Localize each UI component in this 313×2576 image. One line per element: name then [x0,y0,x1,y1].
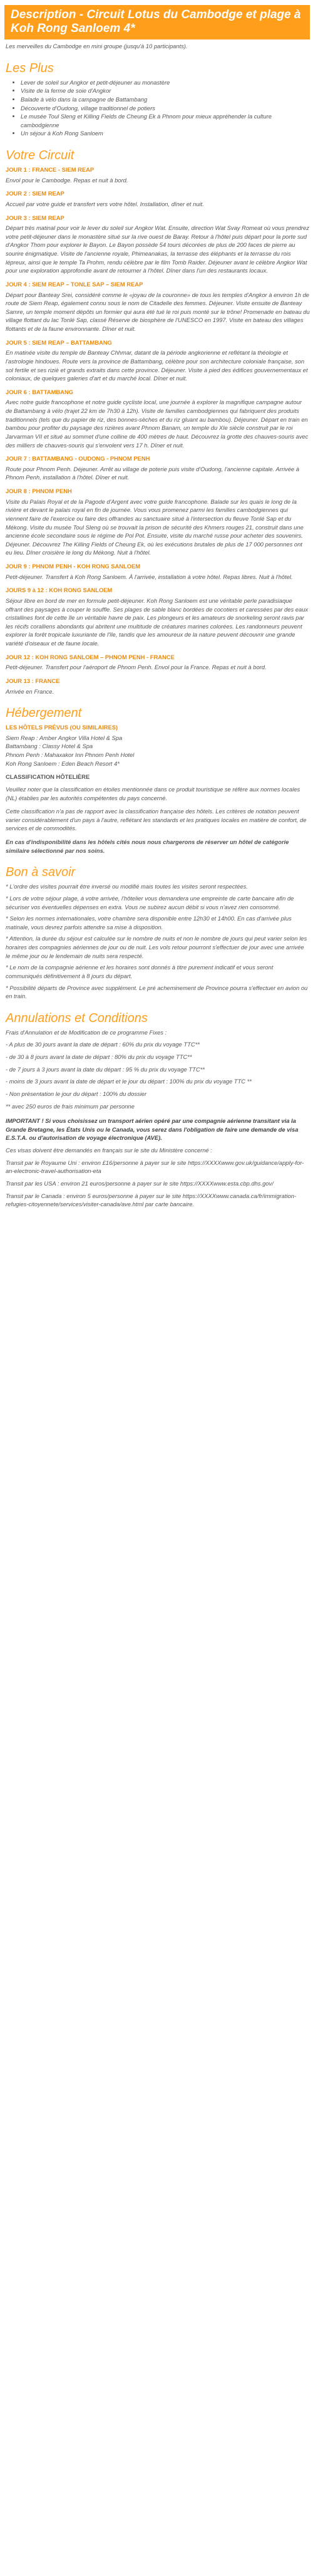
list-item: - de 7 jours à 3 jours avant la date du départ : 95 % du prix du voyage TTC** [6,1065,205,1073]
day-block [6,280,310,333]
list-item: • Balade à vélo dans la campagne de Battambang [21,95,310,104]
list-item: Koh Rong Sanloem : Eden Beach Resort 4* [6,759,120,767]
day-body: Visite du Palais Royal et de la Pagode d'Argent avec votre guide francophone. Balade sur les quais le long de la rivière et devant le palais royal en fin de journée. Vous vous promenez parmi les familles cambodgiennes qui viennent faire de l'exercice ou faire des offrandes au sanctuaire situé à l'intersection du fleuve Tonlé Sap et du Mékong. Visite du musée Toul Sleng où se trouvait la prison de sécurité des Khmers rouges 21, construit dans une ancienne école secondaire sous le régime de Pol Pot. Ensuite, visite du marché russe pour acheter des souvenirs. Déjeuner. Découvrez The Killing Fields of Cheung Ek, où les exécutions brutales de plus de 17 000 personnes ont eu lieu. Dîner croisière le long du Mékong. Nuit à l'hôtel. [6,498,304,556]
annulations-heading: Annulations et Conditions [6,1011,148,1025]
classification-note-bold: En cas d'indisponibilité dans les hôtels cités nous nous chargerons de réserver un hôtel de catégorie similaire sélectionné par nos soins. [6,838,289,854]
important-notice [6,1117,310,1142]
circuit-heading: Votre Circuit [6,149,74,162]
day-title: JOUR 2 : SIEM REAP [6,190,64,197]
day-body: Accueil par votre guide et transfert vers votre hôtel. Installation, dîner et nuit. [6,200,204,207]
day-block [6,454,310,482]
day-block [6,677,310,696]
important-notice-text: IMPORTANT ! Si vous choisissez un transport aérien opéré par une compagnie aérienne transitant via la Grande Bretagne, les États Unis ou le Canada, vous serez dans l'obligation de faire une demande de visa E.S.T.A. ou d'autorisation de voyage électronique (AVE). [6,1117,299,1142]
list-item: • Un séjour à Koh Rong Sanloem [21,129,310,138]
day-block [6,562,310,581]
list-item: * Lors de votre séjour plage, à votre arrivée, l'hôtelier vous demandera une empreinte de carte bancaire afin de sécuriser vos éventuelles dépenses en extra. Vous ne subirez aucun débit si vous n'avez rien consommé. [6,894,294,910]
day-title: JOUR 9 : PHNOM PENH - KOH RONG SANLOEM [6,563,141,570]
list-item: * Le nom de la compagnie aérienne et les horaires sont donnés à titre purement indicatif et vous seront communiqués définitivement à 8 jours du départ. [6,964,274,979]
list-item: • Lever de soleil sur Angkor et petit-déjeuner au monastère [21,78,310,87]
day-body: Arrivée en France. [6,687,54,695]
list-item: • Découverte d'Oudong, village traditionnel de potiers [21,104,310,113]
list-item: * L'ordre des visites pourrait être inversé ou modifié mais toutes les visites seront respectées. [6,883,248,890]
day-block [6,338,310,383]
list-item: • Le musée Toul Sleng et Killing Fields de Cheung Ek à Phnom pour mieux appréhender la culture cambodgienne [21,112,310,129]
classification-note [6,838,310,855]
day-body: Route pour Phnom Penh. Déjeuner. Arrêt au village de poterie puis visite d'Oudong, l'ancienne capitale. Arrivée à Phnom Penh, installation à l'hôtel. Dîner et nuit. [6,465,299,481]
list-item: ** avec 250 euros de frais minimum par personne [6,1102,135,1110]
day-body: En matinée visite du temple de Banteay Chhmar, datant de la période angkorienne et reflétant la théologie et l'astrologie hindoues. Route vers la province de Battambang, célèbre pour son architecture coloniale française, son sol fertile et ses riziè et grands extraits dans cette province. Déjeuner. Visite à pied des édifices gouvernementaux et coloniaux, de quelques galeries d'art et du marché local. Dîner et nuit. [6,349,308,382]
day-title: JOUR 7 : BATTAMBANG - OUDONG - PHNOM PENH [6,455,150,462]
list-item: - Non présentation le jour du départ : 100% du dossier [6,1090,147,1097]
day-body: Départ pour Banteay Srei, considéré comme le «joyau de la couronne» de tous les temples d'Angkor à environ 1h de route de Siem Reap, également connu sous le nom de Citadelle des femmes. Déjeuner. Visite ensuite de Banteay Samre, un temple moment dépôts un formier qui aura été tué le roi puis monté sur le trône! Promenade en bateau du village flottant du lac Tonlé Sap, classé Réserve de biosphère de l'UNESCO en 1997. Visite en bateau des villages flottants et de la faune environnante. Dîner et nuit. [6,291,310,332]
hebergement-heading: Hébergement [6,706,82,721]
day-body: Petit-déjeuner. Transfert à Koh Rong Sanloem. À l'arrivée, installation à votre hôtel. Repas libres. Nuit à l'hôtel. [6,573,293,580]
day-title: JOUR 12 : KOH RONG SANLOEM – PHNOM PENH - FRANCE [6,653,175,660]
day-body: Envol pour le Cambodge. Repas et nuit à bord. [6,176,128,184]
day-block [6,165,310,184]
hotels-list-title: LES HÔTELS PRÉVUS (OU SIMILAIRES) [6,724,118,731]
day-title: JOURS 9 à 12 : KOH RONG SANLOEM [6,587,113,594]
hotels-list [6,734,310,768]
list-item: - A plus de 30 jours avant la date de départ : 60% du prix du voyage TTC** [6,1041,200,1048]
day-body: Avec notre guide francophone et notre guide cycliste local, une journée à explorer la magnifique campagne autour de Battambang à vélo (trajet 22 km de 7h30 à 12h). Visite de familles cambodgiennes qui fabriquent des produits traditionnels (tels que du papier de riz, des bonnes-sèches et du riz gluant au bambou). Déjeuner. Départ en train en bambou pour profiter du paysage des rizières avant Phnom Banam, un temple du XIe siècle construit par le roi Jarvarman VII et situé au sommet d'une colline de 400 mètres de haut. Découvrez la grotte des chauves-souris avec des milliers de chauves-souris qui s'envolent vers 17 h. Dîner et nuit. [6,399,309,449]
day-block [6,214,310,275]
day-title: JOUR 1 : FRANCE - SIEM REAP [6,166,95,173]
list-item: Siem Reap : Amber Angkor Villa Hotel & Spa [6,734,123,741]
annulations-intro: Frais d'Annulation et de Modification de ce programme Fixes : [6,1028,167,1036]
day-block [6,388,310,449]
day-title: JOUR 3 : SIEM REAP [6,214,64,221]
list-item: Ces visas doivent être demandés en français sur le site du Ministère concerné : [6,1147,212,1154]
page-title: Description - Circuit Lotus du Cambodge et plage à Koh Rong Sanloem 4* [4,5,310,39]
visa-links-list [4,1146,310,1209]
day-title: JOUR 13 : FRANCE [6,677,60,684]
plus-list [4,78,310,138]
day-title: JOUR 6 : BATTAMBANG [6,388,73,395]
page [0,0,313,1220]
list-item: - de 30 à 8 jours avant la date de départ : 80% du prix du voyage TTC** [6,1053,192,1060]
bon-a-savoir-list [4,882,310,1001]
list-item: * Possibilité départs de Province avec supplément. Le pré acheminement de Province pourra s'effectuer en avion ou en train. [6,984,308,1000]
day-title: JOUR 8 : PHNOM PENH [6,488,72,494]
visa-link-usa[interactable]: Transit par les USA : environ 21 euros/personne à payer sur le site https://XXXXwww.esta.cbp.dhs.gov/ [6,1179,274,1187]
annulations-list [4,1028,310,1110]
intro-text: Les merveilles du Cambodge en mini groupe (jusqu'à 10 participants). [6,43,188,50]
day-title: JOUR 5 : SIEM REAP – BATTAMBANG [6,338,112,346]
day-title: JOUR 4 : SIEM REAP – TONLE SAP – SIEM REAP [6,280,143,288]
classification-title: CLASSIFICATION HÔTELIÈRE [6,773,90,781]
bon-a-savoir-heading: Bon à savoir [6,865,76,880]
list-item: * Selon les normes internationales, votre chambre sera disponible entre 12h30 et 14h00. En cas d'arrivée plus matinale, vous devrez parfois attendre sa mise à disposition. [6,915,292,931]
plus-heading: Les Plus [6,61,54,75]
day-body: Séjour libre en bord de mer en formule petit-déjeuner. Koh Rong Sanloem est une véritable perle paradisiaque offrant des paysages à couper le souffle. Ses plages de sable blanc bordées de cocotiers et caressées par des eaux cristallines font de cette île un véritable havre de paix. Les plongeurs et les amateurs de snorkeling seront ravis par les récifs coralliens abondants qui abritent une multitude de créatures marines colorées. Les randonneurs peuvent explorer la forêt tropicale luxuriante de l'île, tandis que les amoureux de la nature peuvent découvrir une grande variété d'oiseaux et de faune locale. [6,597,309,647]
visa-link-canada[interactable]: Transit par le Canada : environ 5 euros/personne à payer sur le site https://XXXXwww.canada.ca/fr/immigration-refugies-citoyennete/services/visiter-canada/ave.html par carte bancaire. [6,1192,297,1208]
classification-text: Veuillez noter que la classification en étoiles mentionnée dans ce produit touristique se réfère aux normes locales (NL) établies par les autorités compétentes du pays concerné. [6,785,300,801]
day-block [6,653,310,672]
day-body: Départ très matinal pour voir le lever du soleil sur Angkor Wat. Ensuite, direction Wat Svay Romeat où vous prendrez votre petit-déjeuner dans le monastère situé sur la rive ouest de Baray. Retour à l'hôtel puis départ pour la porte sud d'Angkor Thom pour explorer le Bayon. Le Bayon possède 54 tours décorées de plus de 200 faces de pierre au sourire énigmatique. Visite de l'ancienne royale, Phimeanakas, la terrasse des éléphants et la terrasse du rois lépreux, ainsi que le temple Ta Prohm, rendu célèbre par le film Tomb Raider. Déjeuner avant le célèbre Angkor Wat pour une exploration approfondie avant de retourner à l'hôtel. Dîner dans l'un des restaurants locaux. [6,224,309,274]
list-item: - moins de 3 jours avant la date de départ et le jour du départ : 100% du prix du voyage TTC ** [6,1078,252,1085]
classification-text: Cette classification n'a pas de rapport avec la classification française des hôtels. Les critères de notation peuvent varier considérablement d'un pays à l'autre, reflétant les standards et les pratiques locales en matière de confort, de services et de commodités. [6,808,307,832]
day-block [6,487,310,557]
list-item: • Visite de la ferme de soie d'Angkor [21,86,310,95]
visa-link-uk[interactable]: Transit par le Royaume Uni : environ £16/personne à payer sur le site https://XXXXwww.gov.uk/guidance/apply-for-an-electronic-travel-authorisation-eta [6,1159,304,1175]
list-item: * Attention, la durée du séjour est calculée sur le nombre de nuits et non le nombre de jours qui peut varier selon les horaires des compagnies aériennes de jour ou de nuit. Les vols retour pourront s'effectuer de jour avec une arrivée le même jour ou le lendemain de nuits sera respecté. [6,935,307,959]
day-block [6,189,310,208]
list-item: Battambang : Classy Hotel & Spa [6,743,93,750]
day-body: Petit-déjeuner. Transfert pour l'aéroport de Phnom Penh. Envol pour la France. Repas et nuit à bord. [6,664,267,671]
list-item: Phnom Penh : Mahaxakor Inn Phnom Penh Hotel [6,751,135,758]
day-block [6,586,310,647]
